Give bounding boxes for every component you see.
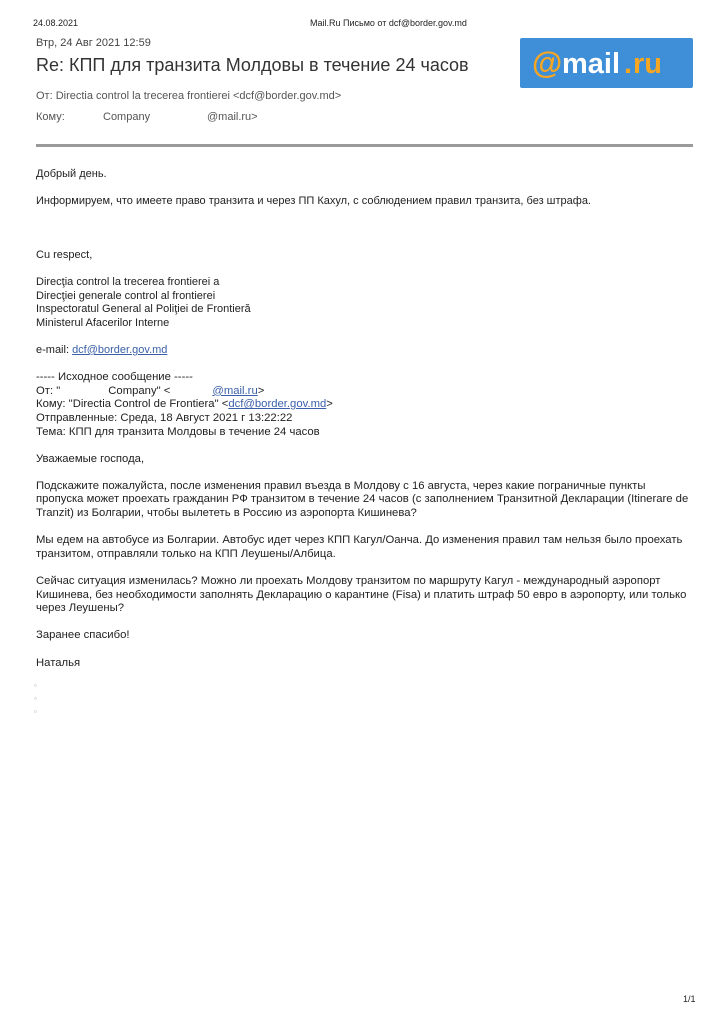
mail-ru-logo-mark: [532, 46, 682, 80]
original-thanks: Заранее спасибо!: [36, 629, 130, 642]
original-from-name: Company" <: [108, 384, 171, 397]
mail-subject: Re: КПП для транзита Молдовы в течение 24 часов: [36, 55, 469, 75]
original-header: ----- Исходное сообщение -----: [36, 371, 193, 384]
signature-line: Direcţia control la trecerea frontierei a: [36, 275, 220, 288]
original-from-suffix: >: [257, 384, 265, 397]
mail-to-name: Company: [103, 111, 151, 123]
empty-bullet-list: [34, 679, 37, 718]
print-date: 24.08.2021: [33, 18, 79, 28]
signature-line: Ministerul Afacerilor Interne: [36, 316, 170, 329]
reply-greeting: Добрый день.: [36, 168, 107, 180]
paragraph-line: транзитом, отправляли только на КПП Леушены/Албица.: [36, 547, 336, 560]
paragraph-line: Мы едем на автобусе из Болгарии. Автобус идет через КПП Кагул/Оанча. До изменения правил там нельзя было проехать: [36, 534, 683, 547]
original-message: [36, 371, 696, 670]
header-divider: [36, 144, 693, 147]
logo-ru: ru: [632, 48, 662, 80]
original-to: [36, 398, 696, 412]
original-salutation: Уважаемые господа,: [36, 452, 145, 465]
paragraph-line: через Леушены?: [36, 602, 125, 615]
logo-dot: .: [623, 48, 632, 80]
mail-body: [36, 168, 696, 670]
paragraph-line: Tranzit) из Болгарии, чтобы вылететь в Россию из аэропорта Кишинева?: [36, 507, 417, 520]
paragraph-line: Кишинева, без необходимости заполнять Декларацию о карантине (Fisa) и платить штраф 50 евро в аэропорту, или только: [36, 588, 687, 601]
paragraph-line: Сейчас ситуация изменилась? Можно ли проехать Молдову транзитом по маршруту Кагул - международный аэропорт: [36, 575, 661, 588]
mail-ru-logo: [520, 38, 693, 88]
paragraph-line: пропуска может проехать гражданин РФ транзитом в течение 24 часов (с заполнением Транзитной Декларации (Itinerare de: [36, 493, 689, 506]
original-to-link[interactable]: dcf@border.gov.md: [228, 398, 327, 411]
bullet-icon: ▫: [34, 694, 37, 703]
paragraph-line: Подскажите пожалуйста, после изменения правил въезда в Молдову с 16 августа, через какие пограничные пункты: [36, 479, 646, 492]
mail-date: Втр, 24 Авг 2021 12:59: [36, 37, 151, 49]
original-from-prefix: От: ": [36, 384, 61, 397]
reply-message: Информируем, что имеете право транзита и через ПП Кахул, с соблюдением правил транзита, без штрафа.: [36, 195, 591, 208]
original-from: [36, 385, 696, 399]
reply-email-link[interactable]: dcf@border.gov.md: [72, 343, 168, 356]
original-from-link[interactable]: @mail.ru: [212, 384, 258, 397]
mail-to-email: @mail.ru>: [207, 111, 258, 123]
original-sent: Отправленные: Среда, 18 Август 2021 г 13:22:22: [36, 411, 293, 424]
logo-mail: mail: [561, 48, 620, 80]
logo-at: @: [531, 46, 562, 80]
original-sender: Наталья: [36, 656, 81, 669]
reply-email-label: e-mail:: [36, 343, 73, 356]
mail-from: От: Directia control la trecerea frontierei <dcf@border.gov.md>: [36, 90, 342, 102]
reply-closing: Cu respect,: [36, 248, 93, 261]
bullet-icon: ▫: [34, 681, 37, 690]
mail-to-label: Кому:: [36, 111, 65, 123]
signature-line: Inspectoratul General al Poliţiei de Frontieră: [36, 303, 251, 316]
bullet-icon: ▫: [34, 707, 37, 716]
mail-to: [36, 111, 258, 123]
original-subject: Тема: КПП для транзита Молдовы в течение 24 часов: [36, 425, 320, 438]
page-number: 1/1: [683, 994, 696, 1004]
reply-email: [36, 344, 696, 358]
print-title: Mail.Ru Письмо от dcf@border.gov.md: [310, 18, 467, 28]
signature-line: Direcţiei generale control al frontierei: [36, 289, 216, 302]
original-to-suffix: >: [326, 398, 333, 411]
original-to-prefix: Кому: "Directia Control de Frontiera" <: [36, 398, 229, 411]
